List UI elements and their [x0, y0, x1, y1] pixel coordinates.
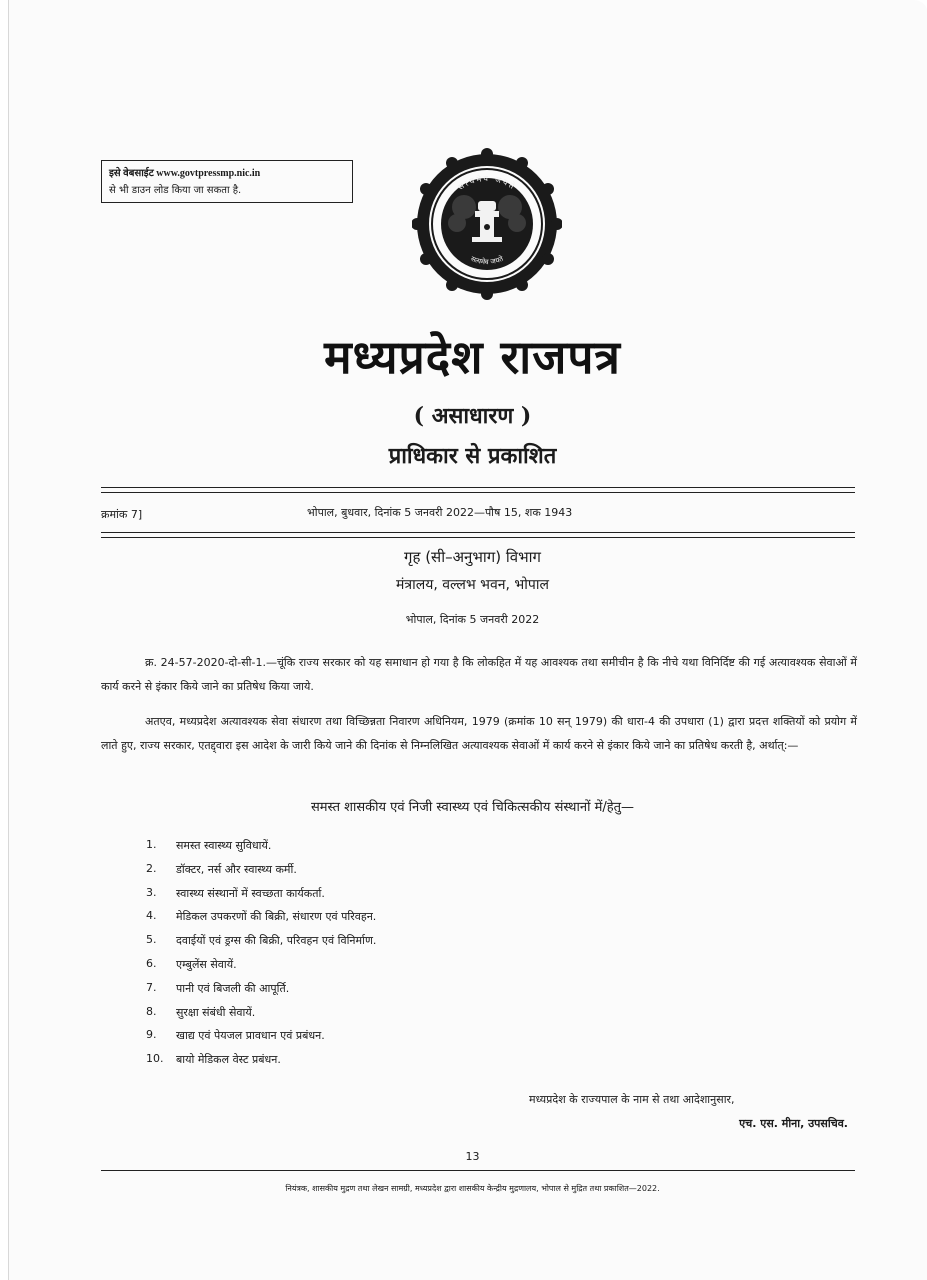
order-date: भोपाल, दिनांक 5 जनवरी 2022	[405, 613, 540, 626]
gazette-title: मध्यप्रदेश राजपत्र	[324, 330, 621, 384]
gazette-authority: प्राधिकार से प्रकाशित	[388, 443, 557, 469]
list-item: 9. खाद्य एवं पेयजल प्रावधान एवं प्रबंधन.	[146, 1028, 325, 1043]
issue-number: क्रमांक 7]	[101, 508, 143, 521]
notice-line-1	[109, 165, 345, 182]
state-emblem-icon	[412, 145, 562, 303]
list-item: 10. बायो मेडिकल वेस्ट प्रबंधन.	[146, 1052, 281, 1067]
list-item: 3. स्वास्थ्य संस्थानों में स्वच्छता कार्यकर्ता.	[146, 885, 325, 900]
list-item: 1. समस्त स्वास्थ्य सुविधायें.	[146, 838, 272, 852]
signature-name: एच. एस. मीना, उपसचिव.	[739, 1117, 848, 1130]
footer-imprint: नियंत्रक, शासकीय मुद्रण तथा लेखन सामग्री, मध्यप्रदेश द्वारा शासकीय केन्द्रीय मुद्रणालय, भोपाल से मुद्रित तथा प्रकाशित—2022.	[285, 1184, 660, 1193]
issue-dateline: भोपाल, बुधवार, दिनांक 5 जनवरी 2022—पौष 15, शक 1943	[307, 506, 573, 519]
order-paragraph-1: क्र. 24-57-2020-दो-सी-1.—चूंकि राज्य सरकार को यह समाधान हो गया है कि लोकहित में यह आवश्यक तथा समीचीन है कि नीचे यथा विनिर्दिष्ट की गई अत्यावश्यक सेवाओं में कार्य करने से इंकार किये जाने का प्रतिषेध किया जाये.	[101, 656, 857, 693]
office-address: मंत्रालय, वल्लभ भवन, भोपाल	[396, 577, 549, 593]
department-heading: गृह (सी–अनुभाग) विभाग	[404, 548, 541, 566]
list-item: 2. डॉक्टर, नर्स और स्वास्थ्य कर्मी.	[146, 861, 297, 876]
order-paragraph-2: अतएव, मध्यप्रदेश अत्यावश्यक सेवा संधारण तथा विच्छिन्नता निवारण अधिनियम, 1979 (क्रमांक 10 सन् 1979) की धारा-4 की उपधारा (1) द्वारा प्रदत्त शक्तियों को प्रयोग में लाते हुए, राज्य सरकार, एतद्द्वारा इस आदेश के जारी किये जाने की दिनांक से निम्नलिखित अत्यावश्यक सेवाओं में कार्य करने से इंकार किये जाने का प्रतिषेध करती है, अर्थात्:—	[101, 715, 857, 752]
rule-top-1	[101, 487, 855, 488]
list-item: 5. दवाईयों एवं ड्रग्स की बिक्री, परिवहन एवं विनिर्माण.	[146, 933, 377, 948]
list-heading: समस्त शासकीय एवं निजी स्वास्थ्य एवं चिकित्सकीय संस्थानों में/हेतु—	[310, 800, 635, 815]
emblem-bottom-text: सत्यमेव जयते	[469, 254, 505, 267]
notice-prefix: इसे वेबसाईट	[109, 168, 154, 179]
footer-rule	[101, 1170, 855, 1171]
rule-bottom-2	[101, 537, 855, 538]
website-link[interactable]: www.govtpressmp.nic.in	[156, 168, 261, 179]
list-item: 6. एम्बुलेंस सेवायें.	[146, 956, 237, 971]
list-item: 4. मेडिकल उपकरणों की बिक्री, संधारण एवं परिवहन.	[146, 909, 377, 924]
emblem-top-text: सत्यमेव जयते	[456, 173, 518, 192]
gazette-subtitle: ( असाधारण )	[413, 403, 532, 429]
gazette-page	[8, 0, 927, 1280]
rule-top-2	[101, 492, 855, 493]
rule-bottom-1	[101, 532, 855, 533]
notice-line-2: से भी डाउन लोड किया जा सकता है.	[109, 185, 242, 196]
website-notice-box	[101, 160, 353, 203]
list-item: 8. सुरक्षा संबंधी सेवायें.	[146, 1004, 256, 1019]
page-number: 13	[465, 1150, 480, 1163]
signature-authority: मध्यप्रदेश के राज्यपाल के नाम से तथा आदेशानुसार,	[529, 1093, 735, 1106]
list-item: 7. पानी एवं बिजली की आपूर्ति.	[146, 980, 290, 995]
essential-services-list	[146, 838, 646, 1076]
